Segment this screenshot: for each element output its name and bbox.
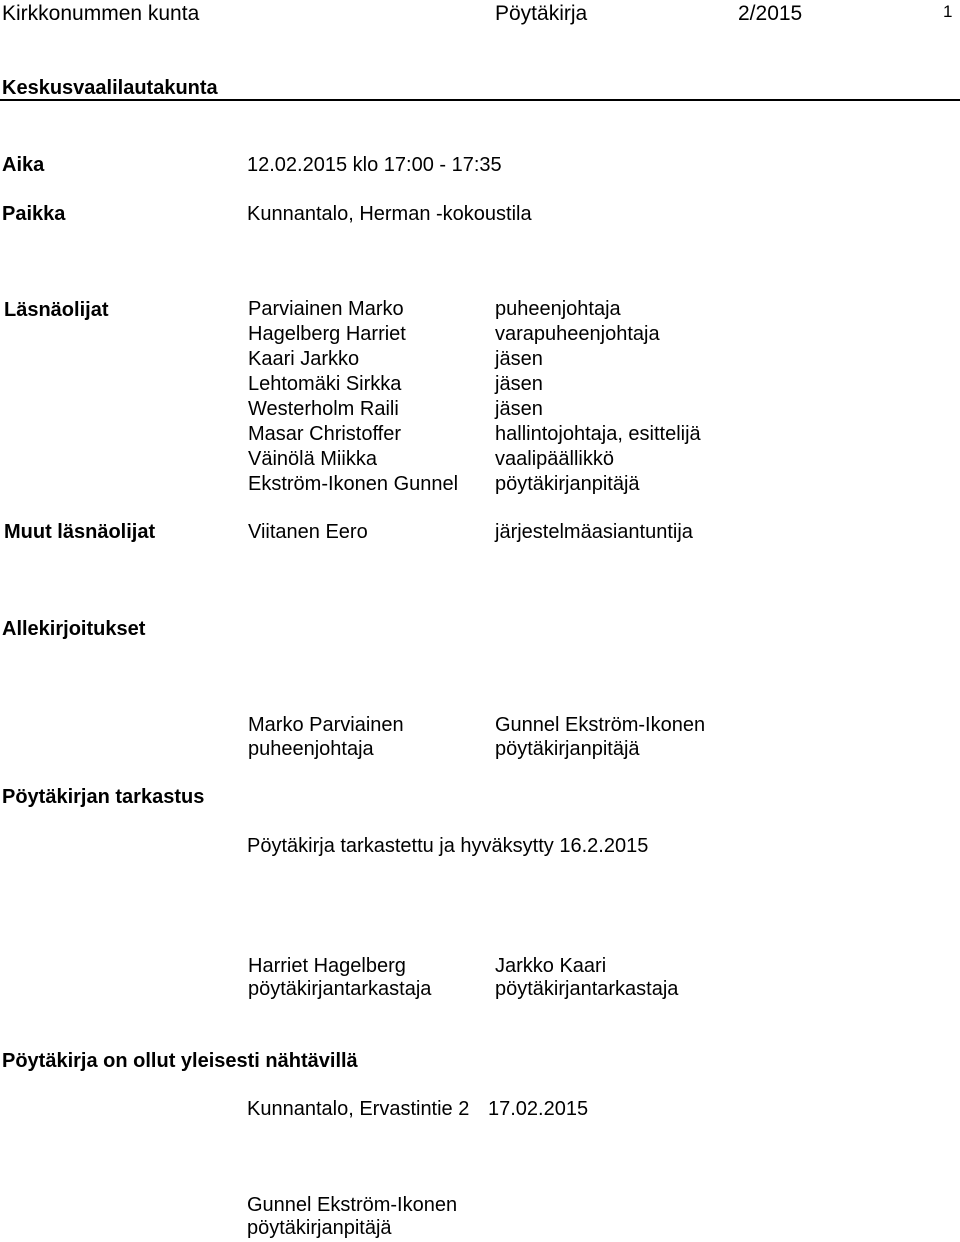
public-display-location: Kunnantalo, Ervastintie 2	[247, 1098, 470, 1120]
attendee-role: jäsen	[495, 398, 543, 420]
review-label: Pöytäkirjan tarkastus	[2, 786, 205, 808]
reviewer-role: pöytäkirjantarkastaja	[495, 978, 679, 1000]
reviewer-role: pöytäkirjantarkastaja	[248, 978, 432, 1000]
public-signer-role: pöytäkirjanpitäjä	[247, 1217, 392, 1239]
attendee-name: Parviainen Marko	[248, 298, 404, 320]
attendee-role: hallintojohtaja, esittelijä	[495, 423, 701, 445]
attendees-label: Läsnäolijat	[4, 299, 109, 321]
reviewer-name: Jarkko Kaari	[495, 955, 607, 977]
attendee-role: jäsen	[495, 348, 543, 370]
attendee-names	[248, 297, 458, 497]
attendee-name: Westerholm Raili	[248, 398, 399, 420]
committee-name: Keskusvaalilautakunta	[2, 77, 218, 99]
time-value: 12.02.2015 klo 17:00 - 17:35	[247, 154, 502, 176]
place-label: Paikka	[2, 203, 66, 225]
other-attendees-label: Muut läsnäolijat	[4, 521, 156, 543]
public-display-date: 17.02.2015	[488, 1098, 589, 1120]
public-signer-name: Gunnel Ekström-Ikonen	[247, 1194, 458, 1216]
attendee-role: puheenjohtaja	[495, 298, 621, 320]
attendee-role: pöytäkirjanpitäjä	[495, 473, 640, 495]
attendee-role: varapuheenjohtaja	[495, 323, 660, 345]
attendee-name: Lehtomäki Sirkka	[248, 373, 402, 395]
attendee-role: vaalipäällikkö	[495, 448, 614, 470]
attendee-roles	[495, 297, 701, 497]
attendee-role: jäsen	[495, 373, 543, 395]
review-statement: Pöytäkirja tarkastettu ja hyväksytty 16.2.2015	[247, 835, 649, 857]
time-label: Aika	[2, 154, 45, 176]
document-number: 2/2015	[738, 2, 803, 25]
place-value: Kunnantalo, Herman -kokoustila	[247, 203, 532, 225]
other-attendee-role: järjestelmäasiantuntija	[495, 521, 693, 543]
header-rule	[0, 99, 960, 101]
signer-role: pöytäkirjanpitäjä	[495, 738, 640, 760]
signer-role: puheenjohtaja	[248, 738, 374, 760]
signer-name: Marko Parviainen	[248, 714, 404, 736]
attendee-name: Masar Christoffer	[248, 423, 402, 445]
page-number: 1	[943, 2, 953, 21]
attendee-name: Väinölä Miikka	[248, 448, 377, 470]
attendee-name: Hagelberg Harriet	[248, 323, 406, 345]
attendee-name: Ekström-Ikonen Gunnel	[248, 473, 459, 495]
signer-name: Gunnel Ekström-Ikonen	[495, 714, 706, 736]
signatures-label: Allekirjoitukset	[2, 618, 146, 640]
municipality-name: Kirkkonummen kunta	[2, 2, 200, 25]
reviewer-name: Harriet Hagelberg	[248, 955, 406, 977]
document-type: Pöytäkirja	[495, 2, 588, 25]
public-display-label: Pöytäkirja on ollut yleisesti nähtävillä	[2, 1050, 358, 1072]
other-attendee-name: Viitanen Eero	[248, 521, 368, 543]
attendee-name: Kaari Jarkko	[248, 348, 360, 370]
